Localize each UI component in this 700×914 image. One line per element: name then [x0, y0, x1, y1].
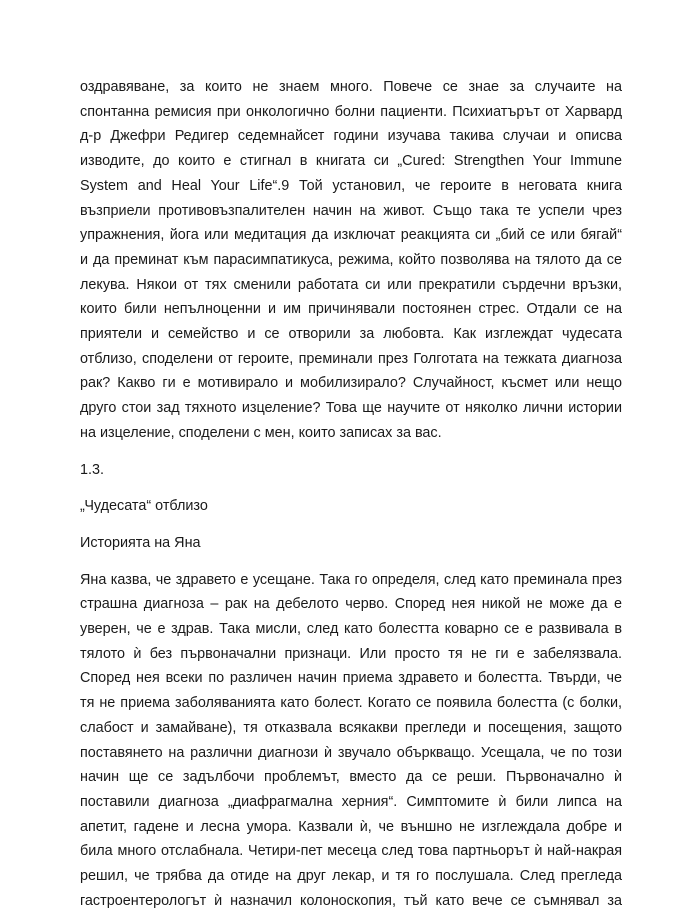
text-line: System and Heal Your Life“.9 Той установил, че героите в неговата книга	[80, 177, 622, 194]
text-line: страшна диагноза – рак на дебелото черво. Според нея никой не може да е	[80, 596, 622, 613]
text-line: гастроентерологът ѝ назначил колоноскопия, тъй като вече се съмнявал за	[80, 892, 622, 909]
paragraph-intro	[80, 75, 622, 446]
text-line: отблизо, споделени от героите, преминали през Голготата на тежката диагноза	[80, 350, 622, 367]
text-line: оздравяване, за които не знаем много. Повече се знае за случаите на	[80, 79, 622, 95]
text-line: тя не приема заболяванията като болест. Когато се появила болестта (с болки,	[80, 695, 622, 712]
text-line: спонтанна ремисия при онкологично болни пациенти. Психиатърът от Харвард	[80, 103, 622, 120]
text-line: Яна казва, че здравето е усещане. Така го определя, след като преминала през	[80, 571, 622, 588]
text-line: които били непълноценни и им причинявали постоянен стрес. Отдали се на	[80, 301, 622, 318]
text-line: друго стои зад тяхното изцеление? Това ще научите от няколко лични истории	[80, 400, 622, 417]
text-line: начин ще се задълбочи проблемът, вместо да се реши. Първоначално ѝ	[80, 769, 622, 786]
text-line: слабост и замайване), тя отказвала всякакви прегледи и посещения, защото	[80, 719, 622, 736]
text-line: д-р Джефри Редигер седемнайсет години изучава такива случаи и описва	[80, 128, 622, 145]
section-title: „Чудесата“ отблизо	[80, 498, 208, 515]
text-line: изводите, до които е стигнал в книгата си „Cured: Strengthen Your Immune	[80, 153, 622, 170]
text-line: уверен, че е здрав. Така мисли, след като болестта коварно се е развивала в	[80, 621, 622, 638]
text-line: поставили диагноза „диафрагмална херния“. Симптомите ѝ били липса на	[80, 793, 622, 810]
text-line: и да преминат към парасимпатикуса, режима, който позволява на тялото да се	[80, 251, 622, 268]
text-line: упражнения, йога или медитация да изключат реакцията си „бий се или бягай“	[80, 227, 622, 244]
text-line: приятели и семейство и се отворили за любовта. Как изглеждат чудесата	[80, 326, 622, 343]
text-line: рак? Какво ги е мотивирало и мобилизирало? Случайност, късмет или нещо	[80, 375, 622, 392]
section-number: 1.3.	[80, 461, 105, 478]
story-title: Историята на Яна	[80, 534, 201, 551]
text-line: на изцеление, споделени с мен, които записах за вас.	[80, 424, 442, 441]
text-line: решил, че трябва да отиде на друг лекар, и тя го послушала. След прегледа	[80, 868, 622, 885]
text-line: била много отслабнала. Четири-пет месеца след това партньорът ѝ най-накрая	[80, 843, 622, 860]
text-line: апетит, гадене и лесна умора. Казвали ѝ, че външно не изглеждала добре и	[80, 818, 622, 835]
text-line: тялото ѝ без първоначални признаци. Или просто тя не ги е забелязвала.	[80, 645, 622, 662]
text-line: лекува. Някои от тях сменили работата си или прекратили сърдечни връзки,	[80, 276, 622, 293]
document-body	[80, 75, 622, 914]
paragraph-story	[80, 568, 622, 914]
text-line: възприели противовъзпалителен начин на живот. Също така те успели чрез	[80, 202, 622, 219]
text-line: поставянето на различни диагнози ѝ звучало объркващо. Усещала, че по този	[80, 744, 622, 761]
text-line: Според нея всеки по различен начин приема здравето и болестта. Твърди, че	[80, 670, 622, 687]
